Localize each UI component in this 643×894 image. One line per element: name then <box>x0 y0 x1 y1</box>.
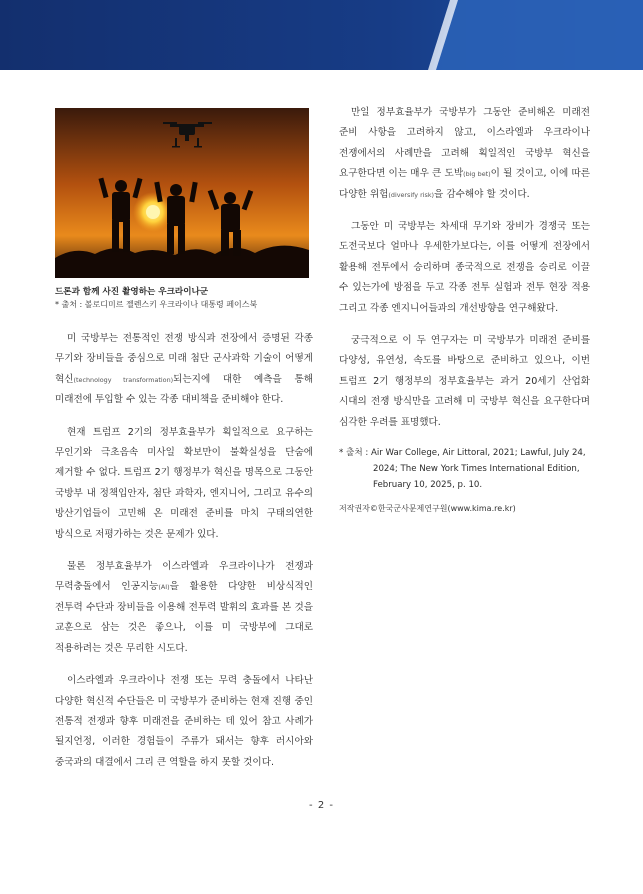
right-paragraph-1 <box>339 103 590 205</box>
left-paragraph-2: 현재 트럼프 2기의 정부효율부가 획일적으로 요구하는 무인기와 극초음속 미사일 확보만이 불확실성을 단숨에 제거할 수 없다. 트럼프 2기 행정부가 혁신을 명목으로 그동안 국방부 내 정책입안자, 첨단 과학자, 엔지니어, 그리고 유수의 방산기업들이 고민해 온 미래전 준비를 마치 구태의연한 방식으로 저평가하는 것은 문제가 있다. <box>55 426 313 540</box>
drone-soldiers-photo <box>55 108 309 278</box>
right-paragraph-3: 궁극적으로 이 두 연구자는 미 국방부가 미래전 준비를 다양성, 유연성, 속도를 바탕으로 준비하고 있으나, 이번 트럼프 2기 행정부의 정부효율부는 과거 20세기 산업화 시대의 전쟁 방식만을 고려해 미 국방부 혁신을 요구한다며 심각한 우려를 표명했다. <box>339 335 590 428</box>
source-note: * 출처 : Air War College, Air Littoral, 2021; Lawful, July 24, 2024; The New York Times International Edition, February 10, 2025, p. 10. <box>339 448 586 491</box>
left-paragraph-3 <box>55 557 313 659</box>
right-column <box>339 103 590 514</box>
left-p1-text-b: 되는지에 대한 예측을 통해 미래전에 투입할 수 있는 각종 대비책을 준비해야 한다. <box>55 373 314 406</box>
right-p1-text-c: 을 감수해야 할 것이다. <box>434 188 530 200</box>
left-p3-term: (AI) <box>158 583 170 592</box>
photo-caption-title: 드론과 함께 사진 촬영하는 우크라이나군 <box>55 287 209 297</box>
left-p3-text-a: 물론 정부효율부가 이스라엘과 우크라이나가 전쟁과 무력충돌에서 인공지능 <box>55 561 313 593</box>
left-column <box>55 108 313 785</box>
left-paragraph-1 <box>55 329 313 411</box>
right-p1-text-b: 이 될 것이고, 이에 따른 다양한 위험 <box>339 168 591 200</box>
right-p1-text-a: 만일 정부효율부가 국방부가 그동안 준비해온 미래전 준비 사항을 고려하지 않고, 이스라엘과 우크라이나 전쟁에서의 사례만을 고려해 획일적인 국방부 혁신을 요구한다면 이는 매우 큰 도박 <box>339 107 590 180</box>
right-paragraph-2: 그동안 미 국방부는 차세대 무기와 장비가 경쟁국 또는 도전국보다 얼마나 우세한가보다는, 이를 어떻게 전장에서 활용해 전투에서 승리하며 종국적으로 전쟁을 승리로 이끌 수 있는가에 방점을 두고 각종 전투 실험과 전투 현장 적용 그리고 각종 엔지니어들과의 개선방향을 연구해왔다. <box>339 221 590 314</box>
header-graphic <box>0 0 643 70</box>
left-p1-term: (technology transformation) <box>73 375 174 384</box>
right-p1-term-1: (big bet) <box>463 170 491 179</box>
left-paragraph-4: 이스라엘과 우크라이나 전쟁 또는 무력 충돌에서 나타난 다양한 혁신적 수단들은 미 국방부가 준비하는 현재 진행 중인 전통적 전쟁과 향후 미래전을 준비하는 데 있어 참고 사례가 될지언정, 이러한 경험들이 주류가 돼서는 향후 러시아와 중국과의 대결에서 그리 큰 역할을 하지 못할 것이다. <box>55 675 313 768</box>
header-band <box>0 0 643 70</box>
copyright-notice: 저작권자©한국군사문제연구원(www.kima.re.kr) <box>339 504 516 514</box>
left-p1-text-a: 미 국방부는 전통적인 전쟁 방식과 전장에서 증명된 각종 무기와 장비들을 중심으로 미래 첨단 군사과학 기술이 어떻게 혁신 <box>55 333 313 385</box>
left-p3-text-b: 을 활용한 다양한 비상식적인 전투력 수단과 장비들을 이용해 전투력 발휘의 효과를 본 것을 교훈으로 삼는 것은 좋으나, 이를 미 국방부에 그대로 적용하려는 것은 무리한 시도다. <box>55 581 313 654</box>
right-p1-term-2: (diversify risk) <box>388 190 435 199</box>
photo-caption-source: * 출처 : 볼로디미르 젤렌스키 우크라이나 대통령 페이스북 <box>55 300 258 309</box>
page-number: - 2 - <box>309 800 334 811</box>
